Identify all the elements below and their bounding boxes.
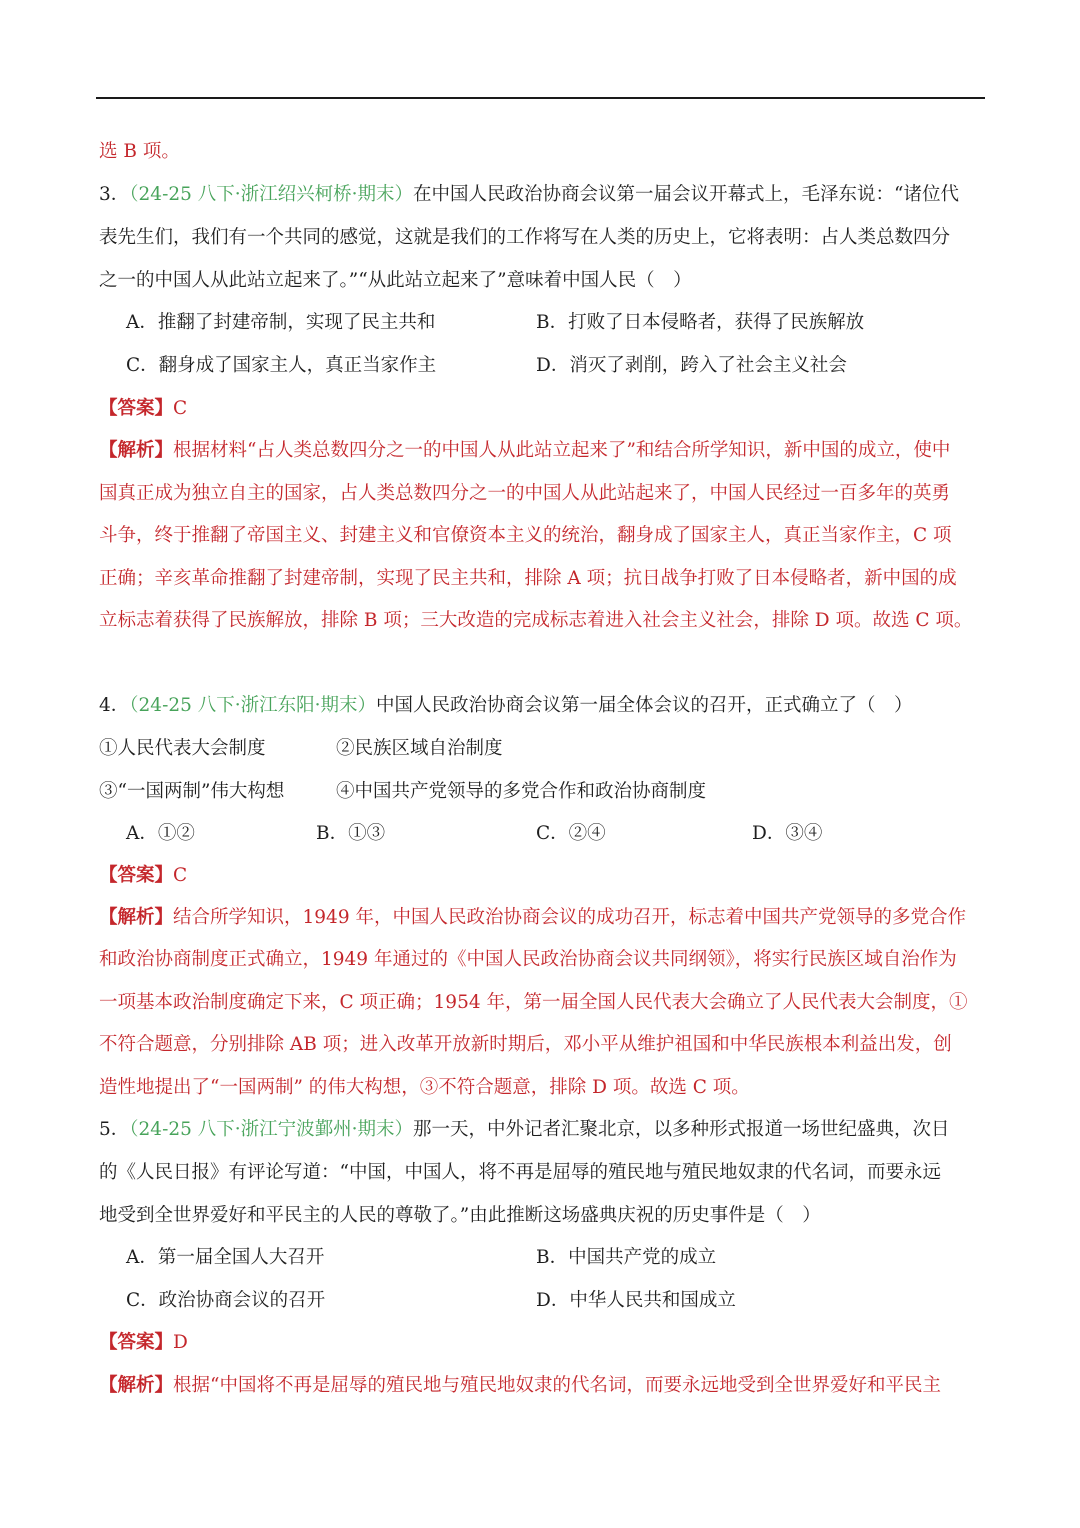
q4-analysis-line-5: 造性地提出了“一国两制” 的伟大构想，③不符合题意，排除 D 项。故选 C 项。: [99, 1077, 750, 1098]
q5-stem-line-1: [99, 1117, 950, 1143]
q5-answer: [99, 1330, 188, 1356]
header-rule: [96, 97, 985, 99]
q3-option-d: D．消灭了剥削，跨入了社会主义社会: [536, 355, 847, 376]
q5-analysis-tag: 【解析】: [99, 1375, 174, 1396]
q3-option-c: C．翻身成了国家主人，真正当家作主: [126, 355, 437, 376]
q4-analysis-line-1: [99, 905, 966, 931]
q5-option-c: C．政治协商会议的召开: [126, 1290, 326, 1311]
q4-analysis-line-4: 不符合题意，分别排除 AB 项；进入改革开放新时期后，邓小平从维护祖国和中华民族根本利益出发，创: [99, 1034, 952, 1055]
q5-option-b: B．中国共产党的成立: [536, 1247, 717, 1268]
q3-number: 3．: [99, 184, 130, 205]
q4-item-4: ④中国共产党领导的多党合作和政治协商制度: [336, 781, 707, 802]
q3-option-a: A．推翻了封建帝制，实现了民主共和: [126, 312, 436, 333]
q3-analysis-line-1: [99, 438, 950, 464]
previous-answer-tail: 选 B 项。: [99, 141, 180, 162]
q4-option-a: A．①②: [126, 823, 195, 844]
q3-analysis-tag: 【解析】: [99, 440, 174, 461]
q3-option-b: B．打败了日本侵略者，获得了民族解放: [536, 312, 865, 333]
q4-analysis-line-3: 一项基本政治制度确定下来，C 项正确；1954 年，第一届全国人民代表大会确立了人民代表大会制度，①: [99, 992, 968, 1013]
q3-analysis-line-2: 国真正成为独立自主的国家，占人类总数四分之一的中国人从此站起来了，中国人民经过一百多年的英勇: [99, 483, 951, 504]
q5-analysis-text: 根据“中国将不再是屈辱的殖民地与殖民地奴隶的代名词，而要永远地受到全世界爱好和平民主: [173, 1375, 941, 1396]
q4-option-c: C．②④: [536, 823, 606, 844]
q5-option-a: A．第一届全国人大召开: [126, 1247, 325, 1268]
q5-stem-text: 那一天，中外记者汇聚北京，以多种形式报道一场世纪盛典，次日: [413, 1119, 950, 1140]
q4-item-3: ③“一国两制”伟大构想: [99, 781, 285, 802]
q5-answer-tag: 【答案】: [99, 1332, 174, 1353]
q3-analysis-text: 根据材料“占人类总数四分之一的中国人从此站立起来了”和结合所学知识，新中国的成立，使中: [173, 440, 951, 461]
q5-option-d: D．中华人民共和国成立: [536, 1290, 736, 1311]
q4-answer-tag: 【答案】: [99, 865, 174, 886]
q4-analysis-text: 结合所学知识，1949 年，中国人民政治协商会议的成功召开，标志着中国共产党领导的多党合作: [173, 907, 966, 928]
q4-analysis-tag: 【解析】: [99, 907, 174, 928]
q3-stem-line-3: 之一的中国人从此站立起来了。”“从此站立起来了”意味着中国人民（ ）: [99, 270, 692, 291]
q4-stem: [99, 693, 913, 719]
q4-item-1: ①人民代表大会制度: [99, 738, 266, 759]
q4-stem-text: 中国人民政治协商会议第一届全体会议的召开，正式确立了（ ）: [376, 695, 913, 716]
q5-analysis-line-1: [99, 1373, 941, 1399]
q3-stem-line-1: [99, 182, 959, 208]
q4-answer: [99, 863, 187, 889]
q3-answer-tag: 【答案】: [99, 398, 174, 419]
q5-source: （24-25 八下·浙江宁波鄞州·期末）: [129, 1119, 414, 1140]
q5-answer-value: D: [173, 1332, 188, 1353]
q5-stem-line-2: 的《人民日报》有评论写道：“中国，中国人，将不再是屈辱的殖民地与殖民地奴隶的代名词，而要永远: [99, 1162, 941, 1183]
q3-analysis-line-3: 斗争，终于推翻了帝国主义、封建主义和官僚资本主义的统治，翻身成了国家主人，真正当家作主，C 项: [99, 525, 952, 546]
q3-analysis-line-5: 立标志着获得了民族解放，排除 B 项；三大改造的完成标志着进入社会主义社会，排除 D 项。故选 C 项。: [99, 610, 973, 631]
q4-analysis-line-2: 和政治协商制度正式确立，1949 年通过的《中国人民政治协商会议共同纲领》，将实行民族区域自治作为: [99, 949, 957, 970]
q3-source: （24-25 八下·浙江绍兴柯桥·期末）: [129, 184, 414, 205]
q4-number: 4．: [99, 695, 130, 716]
q4-source: （24-25 八下·浙江东阳·期末）: [129, 695, 377, 716]
q3-stem-text: 在中国人民政治协商会议第一届会议开幕式上，毛泽东说：“诸位代: [413, 184, 959, 205]
q5-stem-line-3: 地受到全世界爱好和平民主的人民的尊敬了。”由此推断这场盛典庆祝的历史事件是（ ）: [99, 1205, 821, 1226]
q3-answer: [99, 396, 187, 422]
q3-answer-value: C: [173, 398, 188, 419]
q3-stem-line-2: 表先生们，我们有一个共同的感觉，这就是我们的工作将写在人类的历史上，它将表明：占人类总数四分: [99, 227, 951, 248]
q3-analysis-line-4: 正确；辛亥革命推翻了封建帝制，实现了民主共和，排除 A 项；抗日战争打败了日本侵略者，新中国的成: [99, 568, 957, 589]
q4-option-d: D．③④: [752, 823, 823, 844]
q4-item-2: ②民族区域自治制度: [336, 738, 503, 759]
q5-number: 5．: [99, 1119, 130, 1140]
q4-option-b: B．①③: [316, 823, 386, 844]
q4-answer-value: C: [173, 865, 188, 886]
